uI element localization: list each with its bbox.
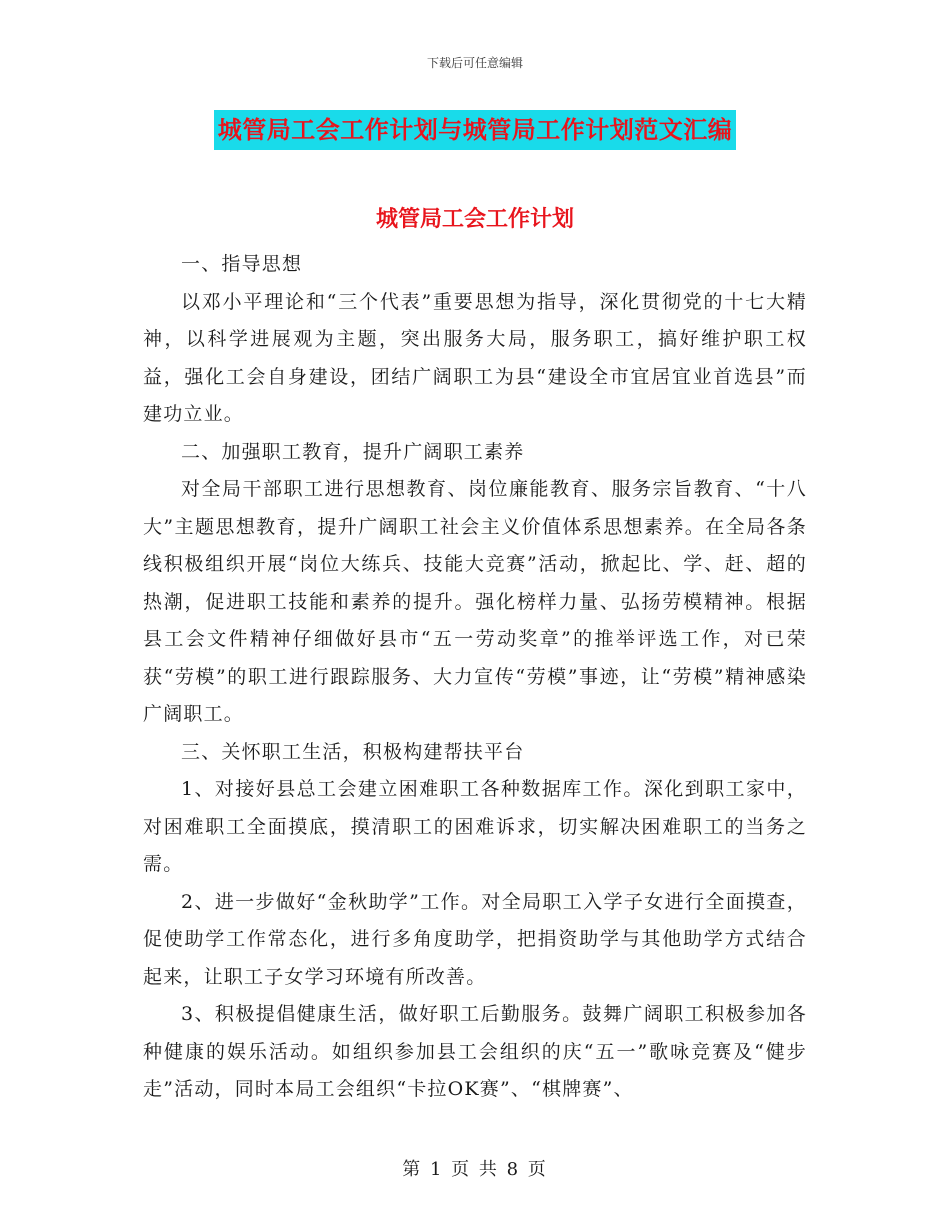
paragraph: 对全局干部职工进行思想教育、岗位廉能教育、服务宗旨教育、“十八大”主题思想教育，提升广阔职工社会主义价值体系思想素养。在全局各条线积极组织开展“岗位大练兵、技能大竞赛”活动，掀起比、学、赶、超的热潮，促进职工技能和素养的提升。强化榜样力量、弘扬劳模精神。根据县工会文件精神仔细做好县市“五一劳动奖章”的推举评选工作，对已荣获“劳模”的职工进行跟踪服务、大力宣传“劳模”事迹，让“劳模”精神感染广阔职工。 (143, 478, 807, 725)
paragraph: 以邓小平理论和“三个代表”重要思想为指导，深化贯彻党的十七大精神，以科学进展观为主题，突出服务大局，服务职工，搞好维护职工权益，强化工会自身建设，团结广阔职工为县“建设全市宜居宜业首选县”而建功立业。 (143, 290, 807, 425)
section-title: 城管局工会工作计划 (375, 206, 574, 232)
paragraph: 1、对接好县总工会建立困难职工各种数据库工作。深化到职工家中，对困难职工全面摸底，摸清职工的困难诉求，切实解决困难职工的当务之需。 (143, 778, 807, 875)
page-number: 第 1 页 共 8 页 (402, 1159, 548, 1180)
heading-guiding-ideology: 一、指导思想 (181, 253, 303, 275)
document-body (143, 246, 807, 1109)
paragraph: 3、积极提倡健康生活，做好职工后勤服务。鼓舞广阔职工积极参加各种健康的娱乐活动。如组织参加县工会组织的庆“五一”歌咏竞赛及“健步走”活动，同时本局工会组织“卡拉OK赛”、“棋牌赛”、 (143, 1003, 807, 1100)
header-note: 下载后可任意编辑 (426, 56, 523, 70)
heading-worker-care: 三、关怀职工生活，积极构建帮扶平台 (181, 740, 525, 763)
heading-worker-education: 二、加强职工教育，提升广阔职工素养 (181, 440, 525, 463)
paragraph: 2、进一步做好“金秋助学”工作。对全局职工入学子女进行全面摸查，促使助学工作常态化，进行多角度助学，把捐资助学与其他助学方式结合起来，让职工子女学习环境有所改善。 (143, 890, 807, 988)
document-title-wrap (0, 110, 950, 150)
document-title: 城管局工会工作计划与城管局工作计划范文汇编 (214, 110, 737, 150)
